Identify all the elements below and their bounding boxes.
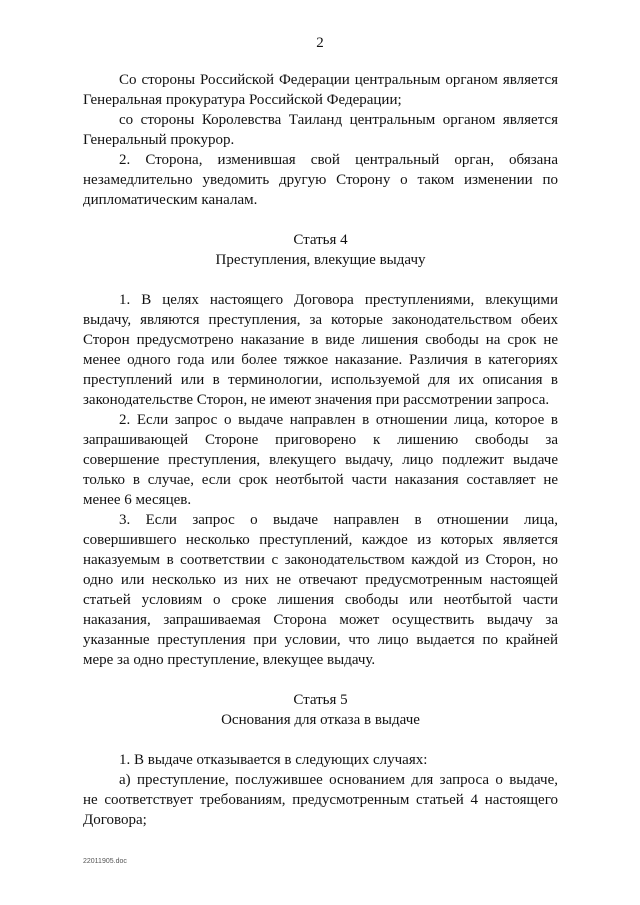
article-4-number: Статья 4 bbox=[293, 232, 348, 248]
document-body bbox=[83, 70, 558, 830]
article-5-title: Основания для отказа в выдаче bbox=[221, 712, 420, 728]
paragraph: со стороны Королевства Таиланд центральным органом является Генеральный прокурор. bbox=[83, 112, 558, 148]
paragraph: 2. Если запрос о выдаче направлен в отношении лица, которое в запрашивающей Стороне приговорено к лишению свободы за совершение преступления, влекущего выдачу, лицо подлежит выдаче только в случае, если срок неотбытой части наказания составляет не менее 6 месяцев. bbox=[83, 412, 558, 508]
paragraph: 1. В целях настоящего Договора преступлениями, влекущими выдачу, являются преступления, за которые законодательством обеих Сторон предусмотрено наказание в виде лишения свободы на срок не менее одного года или более тяжкое наказание. Различия в категориях преступлений или в терминологии, используемой для их описания в законодательстве Сторон, не имеют значения при рассмотрении запроса. bbox=[83, 292, 558, 408]
paragraph: а) преступление, послужившее основанием для запроса о выдаче, не соответствует требованиям, предусмотренным статьей 4 настоящего Договора; bbox=[83, 772, 558, 828]
paragraph: 2. Сторона, изменившая свой центральный орган, обязана незамедлительно уведомить другую Сторону о таком изменении по дипломатическим каналам. bbox=[83, 152, 558, 208]
paragraph: 3. Если запрос о выдаче направлен в отношении лица, совершившего несколько преступлений, каждое из которых является наказуемым в соответствии с законодательством каждой из Сторон, но одно или несколько из них не отвечают предусмотренным настоящей статьей условиям о сроке лишения свободы или неотбытой части наказания, запрашиваемая Сторона может осуществить выдачу за указанные преступления при условии, что лицо выдается по крайней мере за одно преступление, влекущее выдачу. bbox=[83, 512, 558, 668]
paragraph: Со стороны Российской Федерации центральным органом является Генеральная прокуратура Российской Федерации; bbox=[83, 72, 558, 108]
article-5-number: Статья 5 bbox=[293, 692, 348, 708]
article-4-title: Преступления, влекущие выдачу bbox=[215, 252, 426, 268]
paragraph: 1. В выдаче отказывается в следующих случаях: bbox=[119, 752, 428, 768]
page-number: 2 bbox=[316, 35, 324, 51]
footer-doc-code: 22011905.doc bbox=[83, 858, 127, 865]
